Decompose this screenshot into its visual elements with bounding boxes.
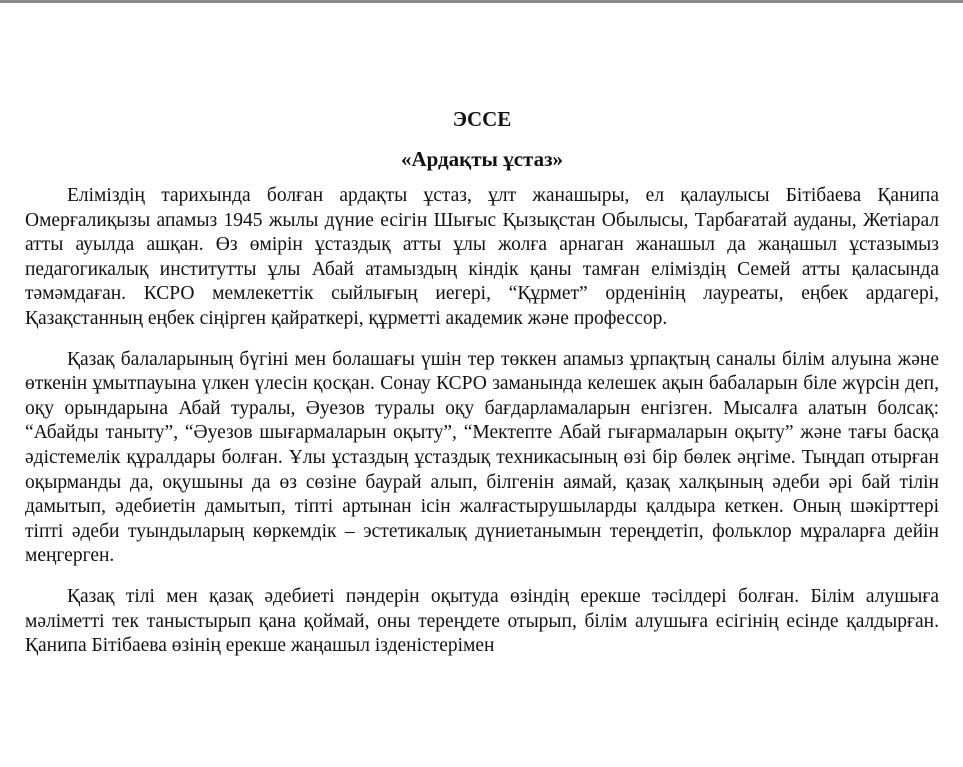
document-title: ЭССЕ <box>452 107 512 131</box>
paragraph-3: Қазақ тілі мен қазақ әдебиеті пәндерін оқытуда өзіндің ерекше тәсілдері болған. Білім алушыға мәліметті тек таныстырып қана қоймай, оны тереңдете отырып, білім алушыға есігінің есінде қалдырған. Қанипа Бітібаева өзінің ерекше жаңашыл ізденістерімен <box>25 585 939 657</box>
document-subtitle: «Ардақты ұстаз» <box>400 147 564 171</box>
document-body <box>25 106 939 675</box>
top-border-rule <box>0 0 963 3</box>
paragraph-2: Қазақ балаларының бүгіні мен болашағы үшін тер төккен апамыз ұрпақтың саналы білім алуына және өткенін ұмытпауына үлкен үлесін қосқан. Сонау КСРО заманында келешек ақын бабаларын біле жүрсін деп, оқу орындарына Абай туралы, Әуезов туралы оқу бағдарламаларын енгізген. Мысалға алатын болсақ: “Абайды таныту”, “Әуезов шығармаларын оқыту”, “Мектепте Абай гығармаларын оқыту” және тағы басқа әдістемелік құралдары болған. Ұлы ұстаздың ұстаздық техникасының өзі бір бөлек әңгіме. Тыңдап отырған оқырманды да, оқушыны да өз сөзіне баурай алып, білгенін аямай, қазақ халқының әдеби әрі бай тілін дамытып, әдебиетін дамытып, тіпті артынан ісін жалғастырушыларды қалдыра кеткен. Оның шәкірттері тіпті әдеби туындыларың көркемдік – эстетикалық дүниетанымын тереңдетіп, фольклор мұраларға дейін меңгерген. <box>25 348 939 567</box>
paragraph-1: Еліміздің тарихында болған ардақты ұстаз, ұлт жанашыры, ел қалаулысы Бітібаева Қанипа Омерғалиқызы апамыз 1945 жылы дүние есігін Шығыс Қызықстан Обылысы, Тарбағатай ауданы, Жетіарал атты ауылда ашқан. Өз өмірін ұстаздық атты ұлы жолға арнаган жанашыл да жаңашыл ұстазымыз педагогикалық институтты ұлы Абай атамыздың кіндік қаны тамған еліміздің Семей атты қаласында тәмәмдаған. КСРО мемлекеттік сыйлығың иегері, “Құрмет” орденінің лауреаты, еңбек ардагері, Қазақстанның еңбек сіңірген қайраткері, құрметті академик және профессор. <box>25 185 939 329</box>
